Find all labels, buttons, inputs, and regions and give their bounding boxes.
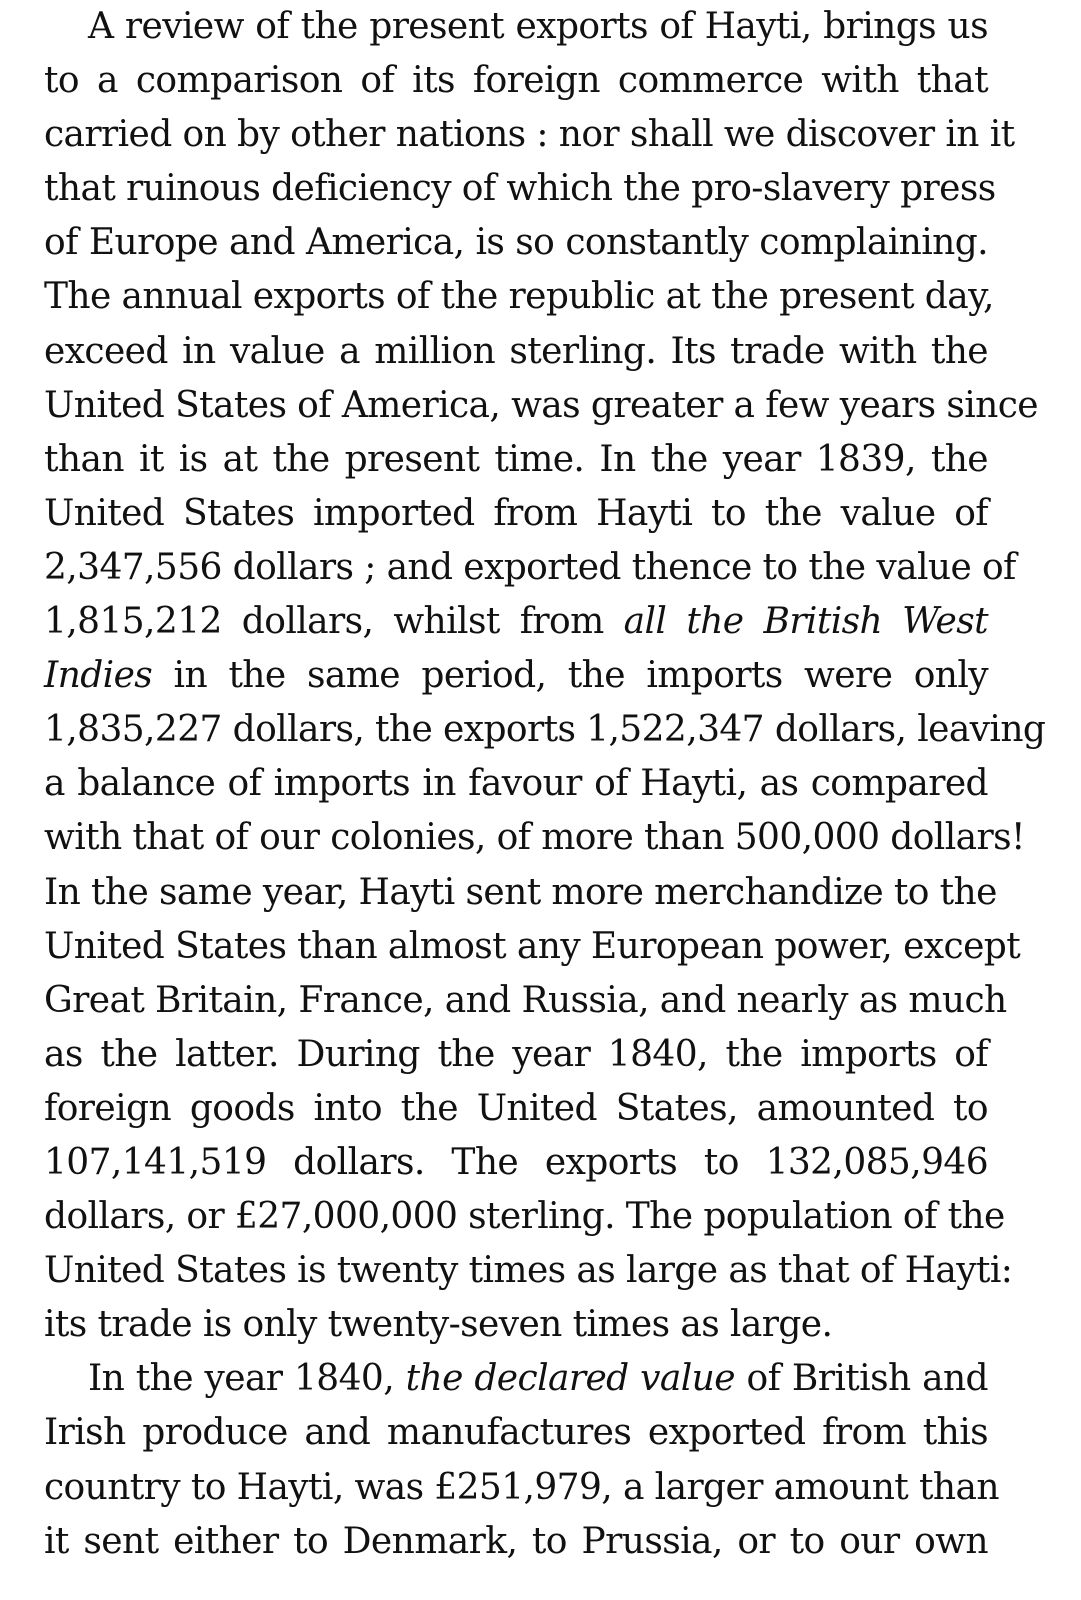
text-line: In the year 1840, the declared value of British and xyxy=(88,1358,989,1400)
text-line: it sent either to Denmark, to Prussia, or to our own xyxy=(44,1520,988,1562)
text-line: than it is at the present time. In the year 1839, the xyxy=(44,438,988,480)
text-line: 2,347,556 dollars ; and exported thence to the value of xyxy=(44,546,1016,588)
text-line: United States is twenty times as large as that of Hayti: xyxy=(44,1250,1013,1292)
text-line: a balance of imports in favour of Hayti, as compared xyxy=(44,763,988,805)
book-page xyxy=(44,0,1046,1569)
text-line: of Europe and America, is so constantly complaining. xyxy=(44,222,988,264)
text-line: as the latter. During the year 1840, the imports of xyxy=(44,1033,988,1075)
text-line: 107,141,519 dollars. The exports to 132,085,946 xyxy=(44,1141,988,1183)
text-line: foreign goods into the United States, amounted to xyxy=(44,1087,988,1129)
text-line: its trade is only twenty-seven times as large. xyxy=(44,1304,833,1346)
text-line: that ruinous deficiency of which the pro-slavery press xyxy=(44,168,996,210)
italic-text: the declared value xyxy=(405,1358,735,1400)
text-line: Indies in the same period, the imports were only xyxy=(44,655,988,697)
text-line: 1,835,227 dollars, the exports 1,522,347 dollars, leaving xyxy=(44,709,1046,751)
text-line: to a comparison of its foreign commerce with that xyxy=(44,60,988,102)
text-line: Great Britain, France, and Russia, and nearly as much xyxy=(44,979,1007,1021)
text-line: United States than almost any European power, except xyxy=(44,925,1021,967)
paragraph-declared-value xyxy=(44,1352,999,1568)
text-line: A review of the present exports of Hayti, brings us xyxy=(88,6,988,47)
text-line: with that of our colonies, of more than 500,000 dollars! xyxy=(44,817,1025,859)
paragraph-exports-review xyxy=(44,0,1046,1352)
text-line: United States imported from Hayti to the value of xyxy=(44,492,988,534)
italic-text: Indies xyxy=(44,655,153,697)
text-line: Irish produce and manufactures exported from this xyxy=(44,1412,988,1454)
text-line: country to Hayti, was £251,979, a larger amount than xyxy=(44,1466,999,1508)
text-line: dollars, or £27,000,000 sterling. The population of the xyxy=(44,1196,1005,1238)
text-line: carried on by other nations : nor shall we discover in it xyxy=(44,114,1015,156)
text-line: The annual exports of the republic at the present day, xyxy=(44,276,994,318)
text-line: exceed in value a million sterling. Its trade with the xyxy=(44,330,988,372)
text-line: 1,815,212 dollars, whilst from all the British West xyxy=(44,601,988,643)
text-line: In the same year, Hayti sent more merchandize to the xyxy=(44,871,997,913)
italic-text: all the British West xyxy=(623,601,988,643)
text-line: United States of America, was greater a few years since xyxy=(44,384,1039,426)
